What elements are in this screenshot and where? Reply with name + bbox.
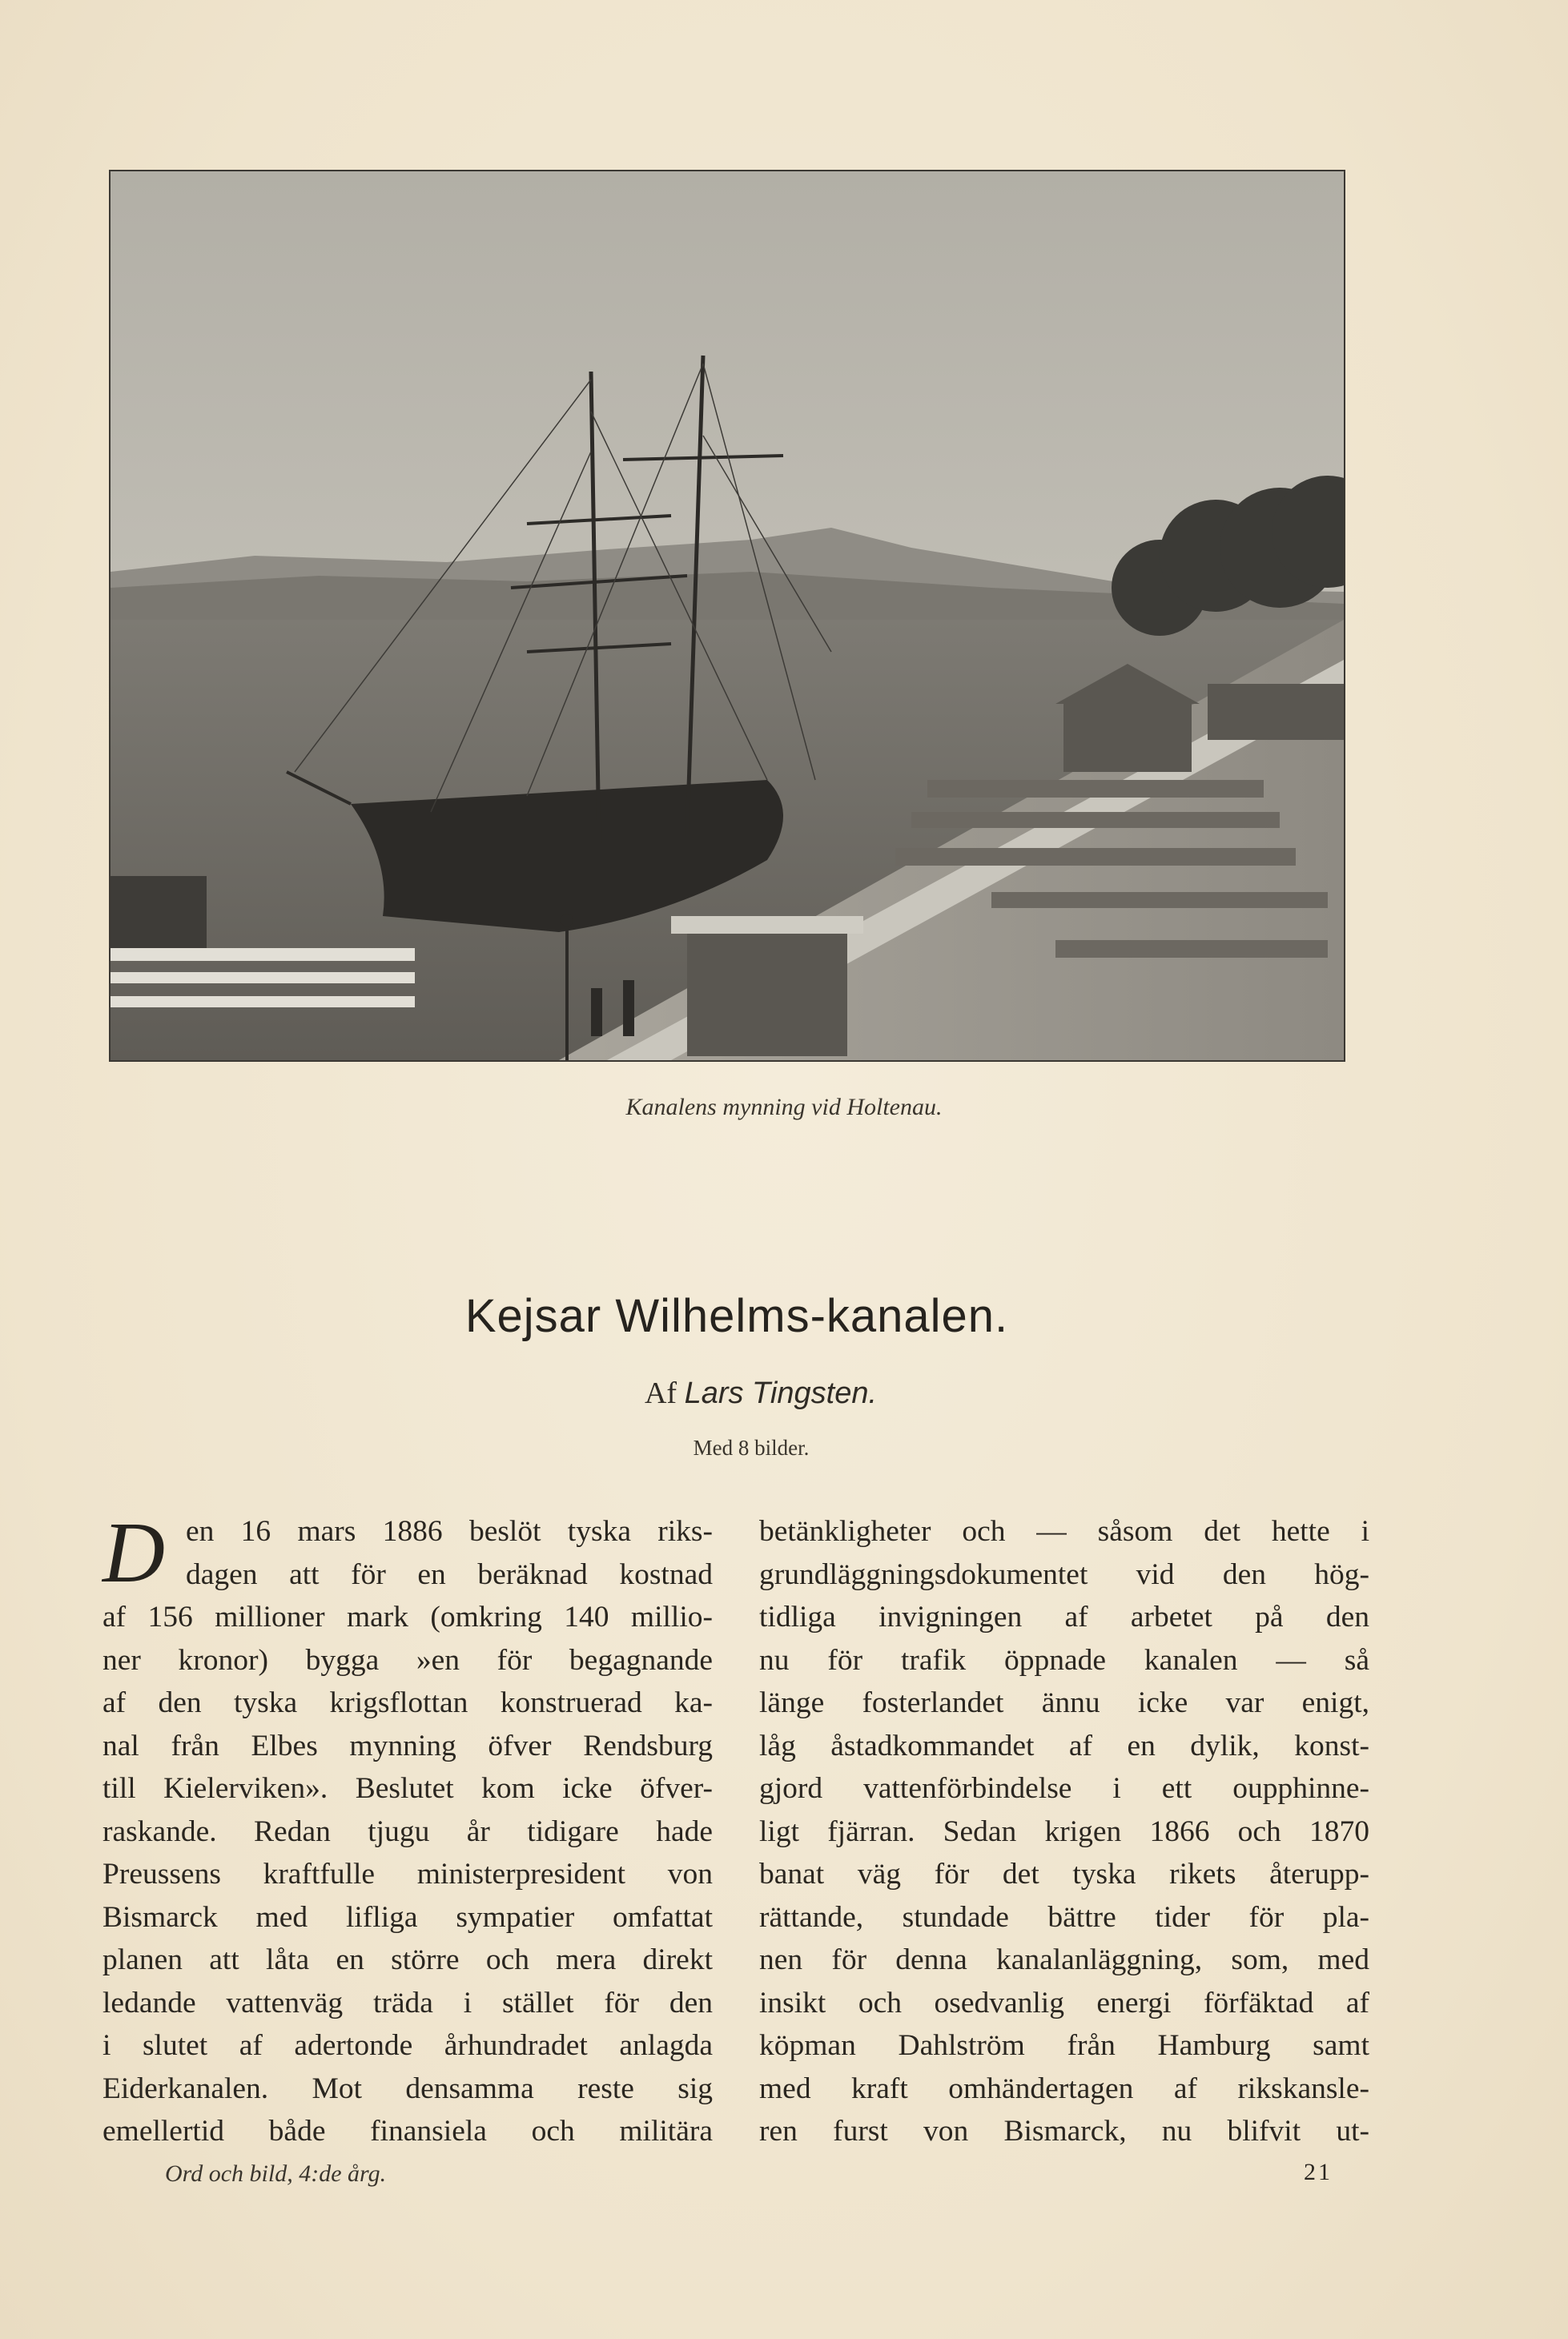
left-line: ner kronor) bygga »en för begagnande bbox=[103, 1643, 713, 1677]
left-line: till Kielerviken». Beslutet kom icke öfver- bbox=[103, 1772, 713, 1805]
left-line: raskande. Redan tjugu år tidigare hade bbox=[103, 1815, 713, 1848]
byline-prefix: Af bbox=[644, 1376, 677, 1410]
right-line: nen för denna kanalanläggning, som, med bbox=[759, 1943, 1369, 1976]
left-line: en 16 mars 1886 beslöt tyska riks- bbox=[186, 1515, 713, 1548]
right-line: grundläggningsdokumentet vid den hög- bbox=[759, 1557, 1369, 1591]
left-line: planen att låta en större och mera direkt bbox=[103, 1943, 713, 1976]
right-line: låg åstadkommandet af en dylik, konst- bbox=[759, 1729, 1369, 1762]
right-line: köpman Dahlström från Hamburg samt bbox=[759, 2029, 1369, 2062]
illustrations-note: Med 8 bilder. bbox=[693, 1436, 810, 1460]
right-line: rättande, stundade bättre tider för pla- bbox=[759, 1900, 1369, 1934]
left-line: i slutet af adertonde århundradet anlagda bbox=[103, 2029, 713, 2062]
left-line: Bismarck med lifliga sympatier omfattat bbox=[103, 1900, 713, 1934]
right-line: ligt fjärran. Sedan krigen 1866 och 1870 bbox=[759, 1815, 1369, 1848]
right-line: tidliga invigningen af arbetet på den bbox=[759, 1601, 1369, 1634]
left-line: Eiderkanalen. Mot densamma reste sig bbox=[103, 2072, 713, 2105]
right-line: gjord vattenförbindelse i ett oupphinne- bbox=[759, 1772, 1369, 1805]
right-line: ren furst von Bismarck, nu blifvit ut- bbox=[759, 2115, 1369, 2148]
left-line: af den tyska krigsflottan konstruerad ka- bbox=[103, 1686, 713, 1719]
right-line: med kraft omhändertagen af rikskansle- bbox=[759, 2072, 1369, 2105]
left-line: dagen att för en beräknad kostnad bbox=[186, 1557, 713, 1591]
left-line: nal från Elbes mynning öfver Rendsburg bbox=[103, 1729, 713, 1762]
left-line: af 156 millioner mark (omkring 140 millio- bbox=[103, 1601, 713, 1634]
byline bbox=[0, 1376, 1522, 1411]
drop-cap: D bbox=[103, 1505, 165, 1601]
right-line: betänkligheter och — såsom det hette i bbox=[759, 1515, 1369, 1548]
right-line: länge fosterlandet ännu icke var enigt, bbox=[759, 1686, 1369, 1719]
right-column bbox=[759, 1510, 1369, 2153]
article-title: Kejsar Wilhelms-kanalen. bbox=[464, 1290, 1009, 1342]
left-column bbox=[103, 1505, 713, 2153]
author-name: Lars Tingsten. bbox=[684, 1376, 878, 1410]
harbor-photo bbox=[109, 170, 1345, 1062]
left-line: Preussens kraftfulle ministerpresident von bbox=[103, 1858, 713, 1891]
figure-caption: Kanalens mynning vid Holtenau. bbox=[625, 1094, 943, 1120]
journal-footer: Ord och bild, 4:de årg. bbox=[165, 2160, 387, 2187]
right-line: insikt och osedvanlig energi förfäktad af bbox=[759, 1986, 1369, 2019]
right-line: nu för trafik öppnade kanalen — så bbox=[759, 1643, 1369, 1677]
page-number: 21 bbox=[1304, 2159, 1333, 2185]
ship-in-canal-image bbox=[111, 171, 1344, 1060]
left-line: emellertid både finansiela och militära bbox=[103, 2115, 713, 2148]
right-line: banat väg för det tyska rikets återupp- bbox=[759, 1858, 1369, 1891]
left-line: ledande vattenväg träda i stället för den bbox=[103, 1986, 713, 2019]
